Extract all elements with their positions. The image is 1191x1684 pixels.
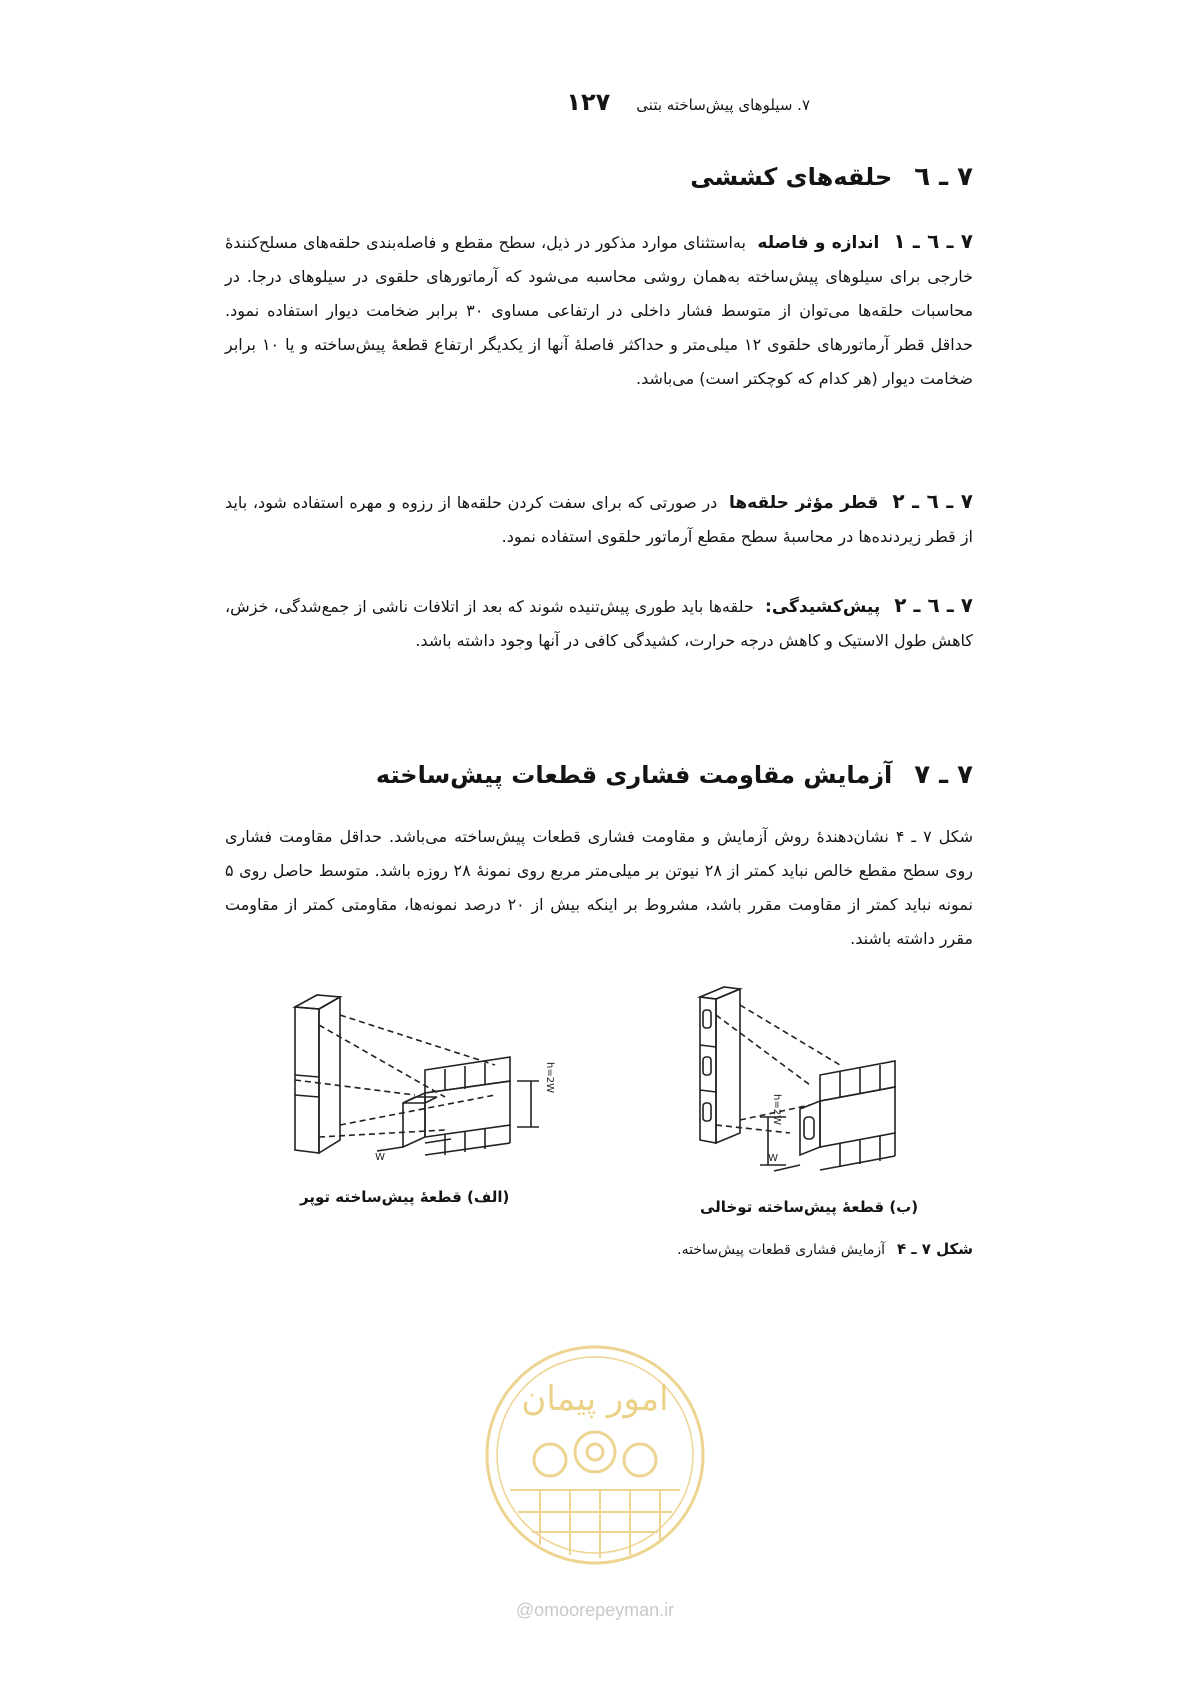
- watermark-logo: [480, 1340, 710, 1570]
- figure-caption: [677, 1240, 973, 1258]
- caption-number: شکل ۷ ـ ۴: [897, 1240, 973, 1258]
- caption-text: آزمایش فشاری قطعات پیش‌ساخته.: [677, 1242, 886, 1258]
- page-number: ۱۲۷: [566, 88, 611, 116]
- section-text: شکل ۷ ـ ۴ نشان‌دهندهٔ روش آزمایش و مقاومت فشاری قطعات پیش‌ساخته می‌باشد. حداقل مقاومت فشاری روی سطح مقطع خالص نباید کمتر از ۲۸ نیوتن بر میلی‌متر مربع روی نمونهٔ ۲۸ روزه باشد. متوسط حاصل روی ۵ نمونه نباید کمتر از مقاومت مقرر باشد، مشروط بر اینکه بیش از ۲۰ درصد نمونه‌ها، مقاومتی کمتر از مقاومت مقرر داشته باشند.: [225, 827, 974, 948]
- paragraph-7-6-2: [225, 484, 973, 554]
- figure-solid-unit: [285, 985, 575, 1160]
- paragraph-7-7: [225, 820, 973, 956]
- item-term: اندازه و فاصله: [757, 233, 880, 253]
- chapter-title: ۷. سیلوهای پیش‌ساخته بتنی: [636, 96, 810, 114]
- item-number: ۷ ـ ٦ ـ ۲: [894, 593, 974, 617]
- watermark-url: @omoorepeyman.ir: [515, 1600, 675, 1620]
- dimension-h-label: h=2W: [771, 1094, 782, 1125]
- section-title: حلقه‌های کششی: [690, 163, 893, 191]
- item-text: حلقه‌ها باید طوری پیش‌تنیده شوند که بعد از اتلافات ناشی از جمع‌شدگی، خزش، کاهش طول الاستیک و کاهش درجه حرارت، کشیدگی کافی در آنها وجود داشته باشد.: [225, 597, 973, 650]
- figure-hollow-unit: [690, 985, 940, 1175]
- section-number: ۷ ـ ٦: [914, 162, 973, 192]
- item-term: قطر مؤثر حلقه‌ها: [729, 493, 879, 513]
- item-number: ۷ ـ ٦ ـ ۱: [893, 229, 974, 253]
- dimension-h-label: h=2W: [544, 1062, 555, 1093]
- section-heading-7-6: [690, 162, 973, 192]
- watermark-text: امور پیمان: [521, 1379, 669, 1419]
- paragraph-7-6-3: [225, 588, 973, 658]
- item-text: در صورتی که برای سفت کردن حلقه‌ها از رزوه و مهره استفاده شود، باید از قطر زیردنده‌ها در محاسبهٔ سطح مقطع آرماتور حلقوی استفاده نمود.: [225, 493, 973, 546]
- dimension-w-label: W: [768, 1153, 778, 1164]
- hollow-unit-drawing: [690, 985, 940, 1175]
- dimension-w-label: W: [375, 1152, 385, 1160]
- figure-label-solid: (الف) قطعهٔ پیش‌ساخته توپر: [300, 1188, 510, 1206]
- figure-label-hollow: (ب) قطعهٔ پیش‌ساخته توخالی: [700, 1198, 919, 1216]
- solid-unit-drawing: [285, 985, 575, 1160]
- item-number: ۷ ـ ٦ ـ ۲: [892, 489, 974, 513]
- item-text: به‌استثنای موارد مذکور در ذیل، سطح مقطع و فاصله‌بندی حلقه‌های مسلح‌کنندهٔ خارجی برای سیلوهای پیش‌ساخته به‌همان روشی محاسبه می‌شود که آرماتورهای حلقوی در سیلوهای درجا. در محاسبات حلقه‌ها می‌توان از متوسط فشار داخلی در ارتفاعی مساوی ۳۰ برابر ضخامت دیوار استفاده نمود. حداقل قطر آرماتورهای حلقوی ۱۲ میلی‌متر و حداکثر فاصلهٔ آنها از یکدیگر ارتفاع قطعهٔ پیش‌ساخته و یا ۱۰ برابر ضخامت دیوار (هر کدام که کوچکتر است) می‌باشد.: [225, 233, 974, 388]
- item-term: پیش‌کشیدگی:: [765, 597, 881, 617]
- running-head: [250, 88, 810, 120]
- section-heading-7-7: [376, 760, 973, 790]
- section-title: آزمایش مقاومت فشاری قطعات پیش‌ساخته: [375, 761, 893, 789]
- section-number: ۷ ـ ۷: [914, 760, 973, 790]
- paragraph-7-6-1: [225, 224, 973, 396]
